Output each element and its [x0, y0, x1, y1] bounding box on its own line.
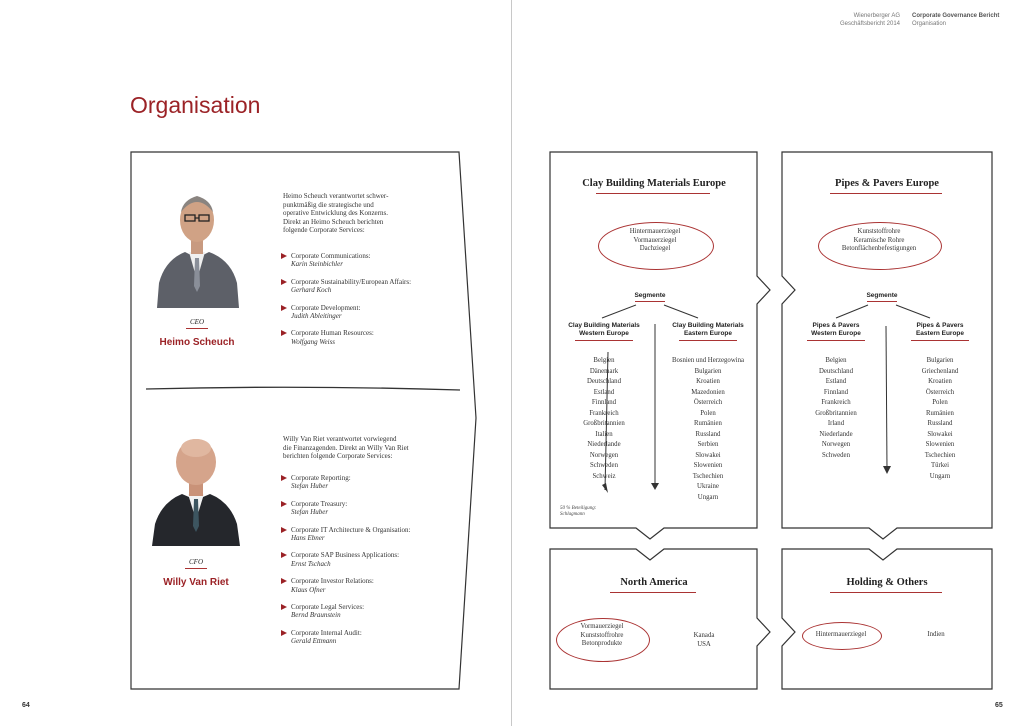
ppe-title-underline — [830, 193, 942, 194]
country-item: Mazedonien — [691, 388, 725, 396]
service-item — [281, 577, 456, 594]
country-item: Slowakei — [695, 451, 721, 459]
ppe-west-head: Pipes & Pavers Western Europe — [811, 322, 861, 337]
service-name: Corporate Legal Services: — [291, 603, 365, 612]
ppe-east-head: Pipes & Pavers Eastern Europe — [915, 322, 965, 337]
cbme-segments-label: Segmente — [634, 292, 666, 299]
header-section-title: Corporate Governance Bericht — [912, 13, 1000, 19]
country-item: Belgien — [593, 357, 615, 364]
service-person: Hans Ebner — [291, 534, 325, 543]
header-publication: Wienerberger AG Geschäftsbericht 2014 — [839, 13, 900, 27]
service-person: Wolfgang Weiss — [291, 337, 336, 346]
service-name: Corporate IT Architecture & Organisation: — [291, 525, 411, 534]
country-item: Niederlande — [819, 430, 853, 438]
cbme-west-countries — [556, 356, 652, 482]
service-name: Corporate Internal Audit: — [291, 628, 362, 637]
na-title: North America — [620, 577, 688, 588]
country-item: Kroatien — [928, 378, 952, 385]
service-person: Karin Steinbichler — [291, 260, 343, 269]
service-item — [281, 603, 456, 620]
triangle-bullet-icon — [281, 552, 287, 558]
triangle-bullet-icon — [281, 527, 287, 533]
cfo-role-underline — [185, 568, 207, 569]
cfo-role: CFO — [189, 558, 203, 566]
ho-title: Holding & Others — [846, 577, 928, 588]
cfo-photo — [152, 432, 240, 546]
triangle-bullet-icon — [281, 305, 287, 311]
country-item: Türkei — [930, 462, 950, 469]
country-item: Estland — [825, 378, 847, 385]
country-item: Griechenland — [921, 367, 959, 375]
country-item: Dänemark — [589, 367, 619, 375]
ceo-name: Heimo Scheuch — [159, 337, 235, 348]
country-item: Belgien — [825, 357, 847, 364]
country-item: Polen — [700, 409, 716, 417]
country-item: Tschechien — [692, 472, 724, 480]
cfo-services-list — [281, 474, 456, 655]
ho-title-underline — [830, 592, 942, 593]
service-name: Corporate Investor Relations: — [291, 577, 374, 586]
service-item — [281, 629, 456, 646]
ppe-west-countries — [788, 356, 884, 461]
service-item — [281, 329, 456, 346]
country-item: Tschechien — [924, 451, 956, 459]
service-person: Stefan Huber — [291, 482, 329, 491]
country-item: Ungarn — [929, 472, 951, 480]
service-item — [281, 551, 456, 568]
service-name: Corporate Reporting: — [291, 474, 351, 482]
triangle-bullet-icon — [281, 253, 287, 259]
na-title-underline — [610, 592, 696, 593]
country-item: Norwegen — [589, 451, 619, 459]
service-item — [281, 278, 456, 295]
service-person: Klaus Ofner — [291, 585, 326, 594]
service-person: Ernst Tschach — [291, 559, 331, 568]
country-item: Ukraine — [697, 483, 719, 490]
country-item: Russland — [927, 420, 953, 427]
service-name: Corporate Development: — [291, 303, 361, 312]
page-number-right: 65 — [995, 702, 1003, 709]
country-item: Bulgarien — [926, 357, 954, 364]
cfo-description: Willy Van Riet verantwortet vorwiegend die Finanzagenden. Direkt an Willy Van Riet berichten folgende Corporate Services: — [283, 435, 409, 461]
triangle-bullet-icon — [281, 630, 287, 636]
service-item — [281, 304, 456, 321]
ppe-products: Kunststoffrohre Keramische Rohre Betonflächenbefestigungen — [841, 228, 917, 253]
ppe-title: Pipes & Pavers Europe — [835, 178, 939, 189]
na-countries: Kanada USA — [693, 632, 715, 648]
country-item: Finnland — [591, 399, 617, 406]
triangle-bullet-icon — [281, 475, 287, 481]
country-item: Rumänien — [926, 409, 954, 417]
cbme-east-underline — [679, 340, 737, 341]
country-item: Rumänien — [694, 420, 722, 427]
country-item: Kroatien — [696, 378, 720, 385]
country-item: Österreich — [925, 388, 955, 396]
ho-countries: Indien — [927, 631, 945, 638]
page-gutter — [511, 0, 512, 726]
service-item — [281, 500, 456, 517]
triangle-bullet-icon — [281, 578, 287, 584]
country-item: Slowenien — [693, 462, 723, 469]
country-item: Niederlande — [587, 441, 621, 448]
service-name: Corporate Sustainability/European Affairs: — [291, 277, 412, 286]
service-person: Gerhard Koch — [291, 286, 332, 295]
cbme-east-head: Clay Building Materials Eastern Europe — [672, 322, 744, 337]
cbme-east-countries — [660, 356, 756, 503]
header-section — [912, 12, 1022, 28]
cbme-segments-underline — [635, 301, 665, 302]
service-person: Gerald Ettmann — [291, 637, 337, 646]
country-item: Bosnien und Herzegowina — [671, 357, 745, 364]
country-item: Frankreich — [821, 399, 851, 406]
country-item: Großbritannien — [583, 420, 625, 427]
ho-products: Hintermauerziegel — [815, 631, 867, 638]
ppe-east-countries — [892, 356, 988, 482]
country-item: Norwegen — [821, 441, 851, 448]
ceo-services-list — [281, 252, 456, 355]
cbme-title: Clay Building Materials Europe — [582, 178, 726, 189]
cbme-products: Hintermauerziegel Vormauerziegel Dachziegel — [629, 228, 681, 253]
country-item: Schweiz — [592, 472, 616, 480]
country-item: Großbritannien — [815, 409, 857, 417]
page-number-left: 64 — [22, 702, 30, 709]
header-section-sub: Organisation — [912, 21, 947, 27]
service-person: Bernd Braunstein — [291, 611, 341, 620]
cbme-note: 50 % Beteiligung: Schlagmann — [560, 506, 597, 517]
ppe-west-underline — [807, 340, 865, 341]
country-item: Irland — [827, 420, 845, 427]
triangle-bullet-icon — [281, 330, 287, 336]
ceo-role-underline — [186, 328, 208, 329]
ppe-east-underline — [911, 340, 969, 341]
cfo-name: Willy Van Riet — [163, 577, 229, 588]
service-name: Corporate SAP Business Applications: — [291, 551, 400, 560]
country-item: Bulgarien — [694, 367, 722, 375]
ceo-description: Heimo Scheuch verantwortet schwer- punktmäßig die strategische und operative Entwicklung des Konzerns. Direkt an Heimo Scheuch berichten folgende Corporate Services: — [283, 192, 389, 235]
country-item: Frankreich — [589, 409, 619, 417]
service-name: Corporate Treasury: — [291, 499, 348, 508]
country-item: Slowakei — [927, 430, 953, 438]
service-name: Corporate Communications: — [291, 252, 371, 260]
service-item — [281, 474, 456, 491]
country-item: Schweden — [590, 462, 618, 469]
service-person: Stefan Huber — [291, 508, 329, 517]
country-item: Schweden — [822, 451, 850, 459]
ceo-photo — [155, 188, 239, 308]
service-name: Corporate Human Resources: — [291, 329, 374, 338]
country-item: Österreich — [693, 399, 723, 406]
country-item: Deutschland — [587, 378, 621, 385]
cbme-west-underline — [575, 340, 633, 341]
country-item: Serbien — [697, 441, 719, 448]
country-item: Finnland — [823, 388, 849, 396]
country-item: Deutschland — [819, 367, 853, 375]
triangle-bullet-icon — [281, 501, 287, 507]
country-item: Slowenien — [925, 441, 955, 448]
triangle-bullet-icon — [281, 604, 287, 610]
na-products: Vormauerziegel Kunststoffrohre Betonprodukte — [580, 623, 624, 648]
triangle-bullet-icon — [281, 279, 287, 285]
country-item: Polen — [932, 399, 948, 406]
cbme-title-underline — [596, 193, 710, 194]
service-item — [281, 526, 456, 543]
country-item: Estland — [593, 388, 615, 396]
ppe-segments-label: Segmente — [866, 292, 898, 299]
ppe-segments-underline — [867, 301, 897, 302]
service-person: Judith Ableitinger — [291, 312, 342, 321]
service-item — [281, 252, 456, 269]
ceo-role: CEO — [190, 318, 204, 326]
country-item: Ungarn — [697, 493, 719, 501]
page-title: Organisation — [130, 92, 261, 118]
cbme-west-head: Clay Building Materials Western Europe — [568, 322, 640, 337]
country-item: Russland — [695, 430, 721, 438]
country-item: Italien — [595, 430, 613, 438]
